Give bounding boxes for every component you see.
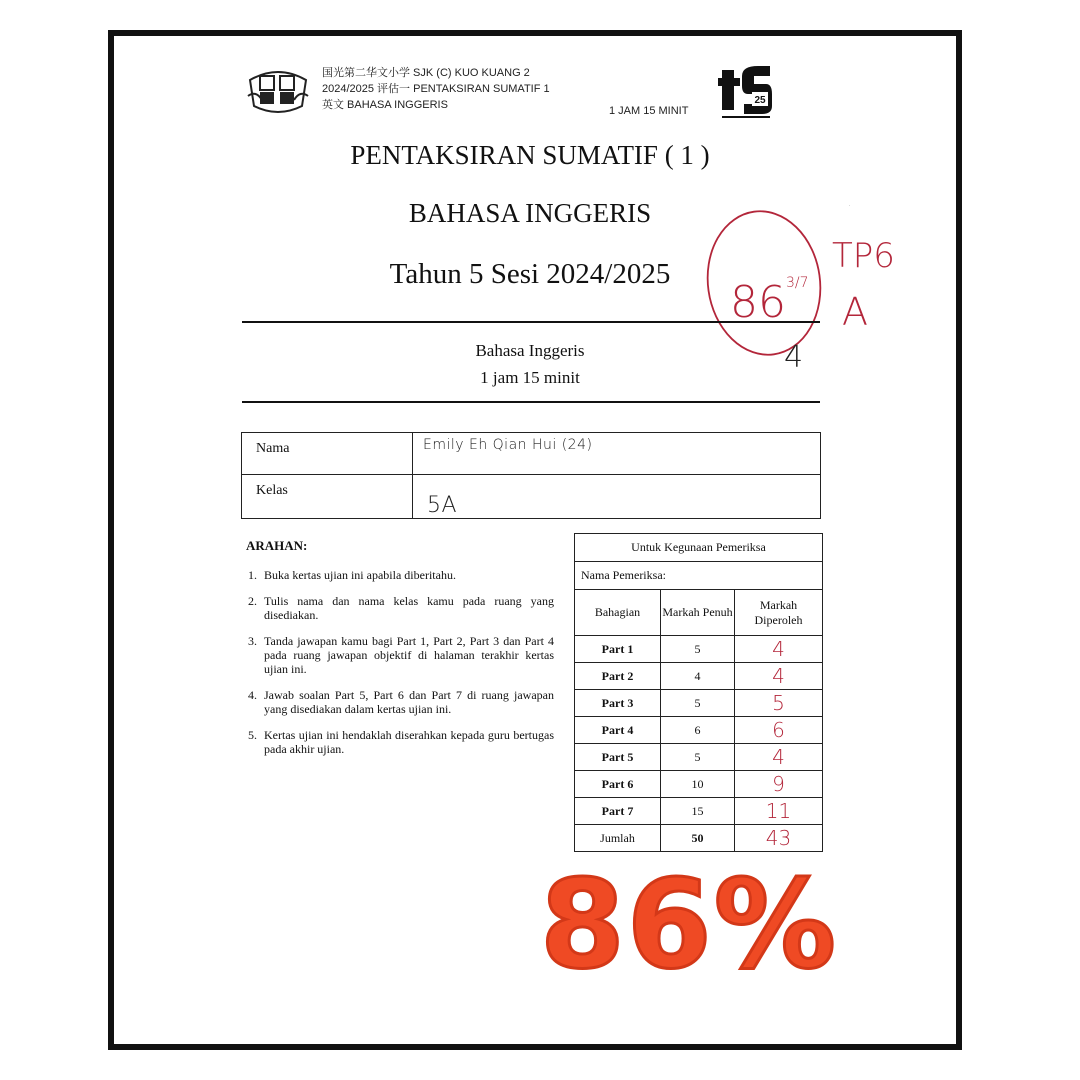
instruction-item: 4. Jawab soalan Part 5, Part 6 dan Part 7 di ruang jawapan yang disediakan dalam kertas ujian ini. — [248, 688, 554, 716]
examiner-marks-table — [574, 533, 823, 852]
name-label: Nama — [242, 433, 413, 475]
circled-fraction: 3/7 — [786, 275, 809, 291]
name-value: Emily Eh Qian Hui (24) — [413, 433, 821, 475]
anniversary-logo — [718, 62, 774, 122]
table-row: Part 7 15 11 — [575, 798, 823, 825]
tp-level: TP6 — [832, 236, 895, 276]
table-row: Part 4 6 6 — [575, 717, 823, 744]
subject-block — [240, 337, 820, 391]
year-session-title: Tahun 5 Sesi 2024/2025 — [389, 258, 671, 290]
instruction-item: 5. Kertas ujian ini hendaklah diserahkan kepada guru bertugas pada akhir ujian. — [248, 728, 554, 756]
class-value: 5A — [413, 475, 821, 519]
score-percent-overlay: 86% — [540, 854, 839, 996]
table-row: Part 2 4 4 — [575, 663, 823, 690]
grade-letter: A — [842, 290, 868, 334]
instructions-list — [248, 568, 554, 768]
marks-table-title: Untuk Kegunaan Pemeriksa — [575, 534, 823, 562]
subject-title: BAHASA INGGERIS — [408, 198, 652, 228]
total-row: Jumlah 50 43 — [575, 825, 823, 852]
instruction-item: 1. Buka kertas ujian ini apabila diberitahu. — [248, 568, 456, 582]
side-note-mark: 4 — [784, 340, 804, 375]
header-subject-line: 英文 BAHASA INGGERIS — [322, 99, 448, 111]
instructions-heading: ARAHAN: — [246, 538, 308, 553]
student-info-table — [241, 432, 821, 519]
table-row: Part 5 5 4 — [575, 744, 823, 771]
examiner-name-label: Nama Pemeriksa: — [575, 562, 823, 590]
divider-top — [242, 321, 820, 323]
col-obtained-header: Markah Diperoleh — [735, 590, 823, 636]
instruction-item: 2. Tulis nama dan nama kelas kamu pada ruang yang disediakan. — [248, 594, 554, 622]
circled-score: 86 — [730, 277, 786, 328]
logo-number: 25 — [754, 95, 766, 106]
school-crest-logo — [246, 66, 310, 116]
subject-name: Bahasa Inggeris — [475, 341, 585, 360]
exam-title: PENTAKSIRAN SUMATIF ( 1 ) — [350, 140, 710, 170]
header-duration: 1 JAM 15 MINIT — [609, 105, 689, 117]
table-row: Part 3 5 5 — [575, 690, 823, 717]
class-label: Kelas — [242, 475, 413, 519]
header-school-line: 国光第二华文小学 SJK (C) KUO KUANG 2 — [322, 67, 530, 79]
header-exam-line: 2024/2025 评估一 PENTAKSIRAN SUMATIF 1 — [322, 83, 550, 95]
table-row: Part 1 5 4 — [575, 636, 823, 663]
subject-time: 1 jam 15 minit — [480, 368, 580, 387]
divider-bottom — [242, 401, 820, 403]
table-row: Part 6 10 9 — [575, 771, 823, 798]
instruction-item: 3. Tanda jawapan kamu bagi Part 1, Part 2, Part 3 dan Part 4 pada ruang jawapan objektif di halaman terakhir kertas ujian ini. — [248, 634, 554, 676]
col-full-header: Markah Penuh — [661, 590, 735, 636]
col-section-header: Bahagian — [575, 590, 661, 636]
